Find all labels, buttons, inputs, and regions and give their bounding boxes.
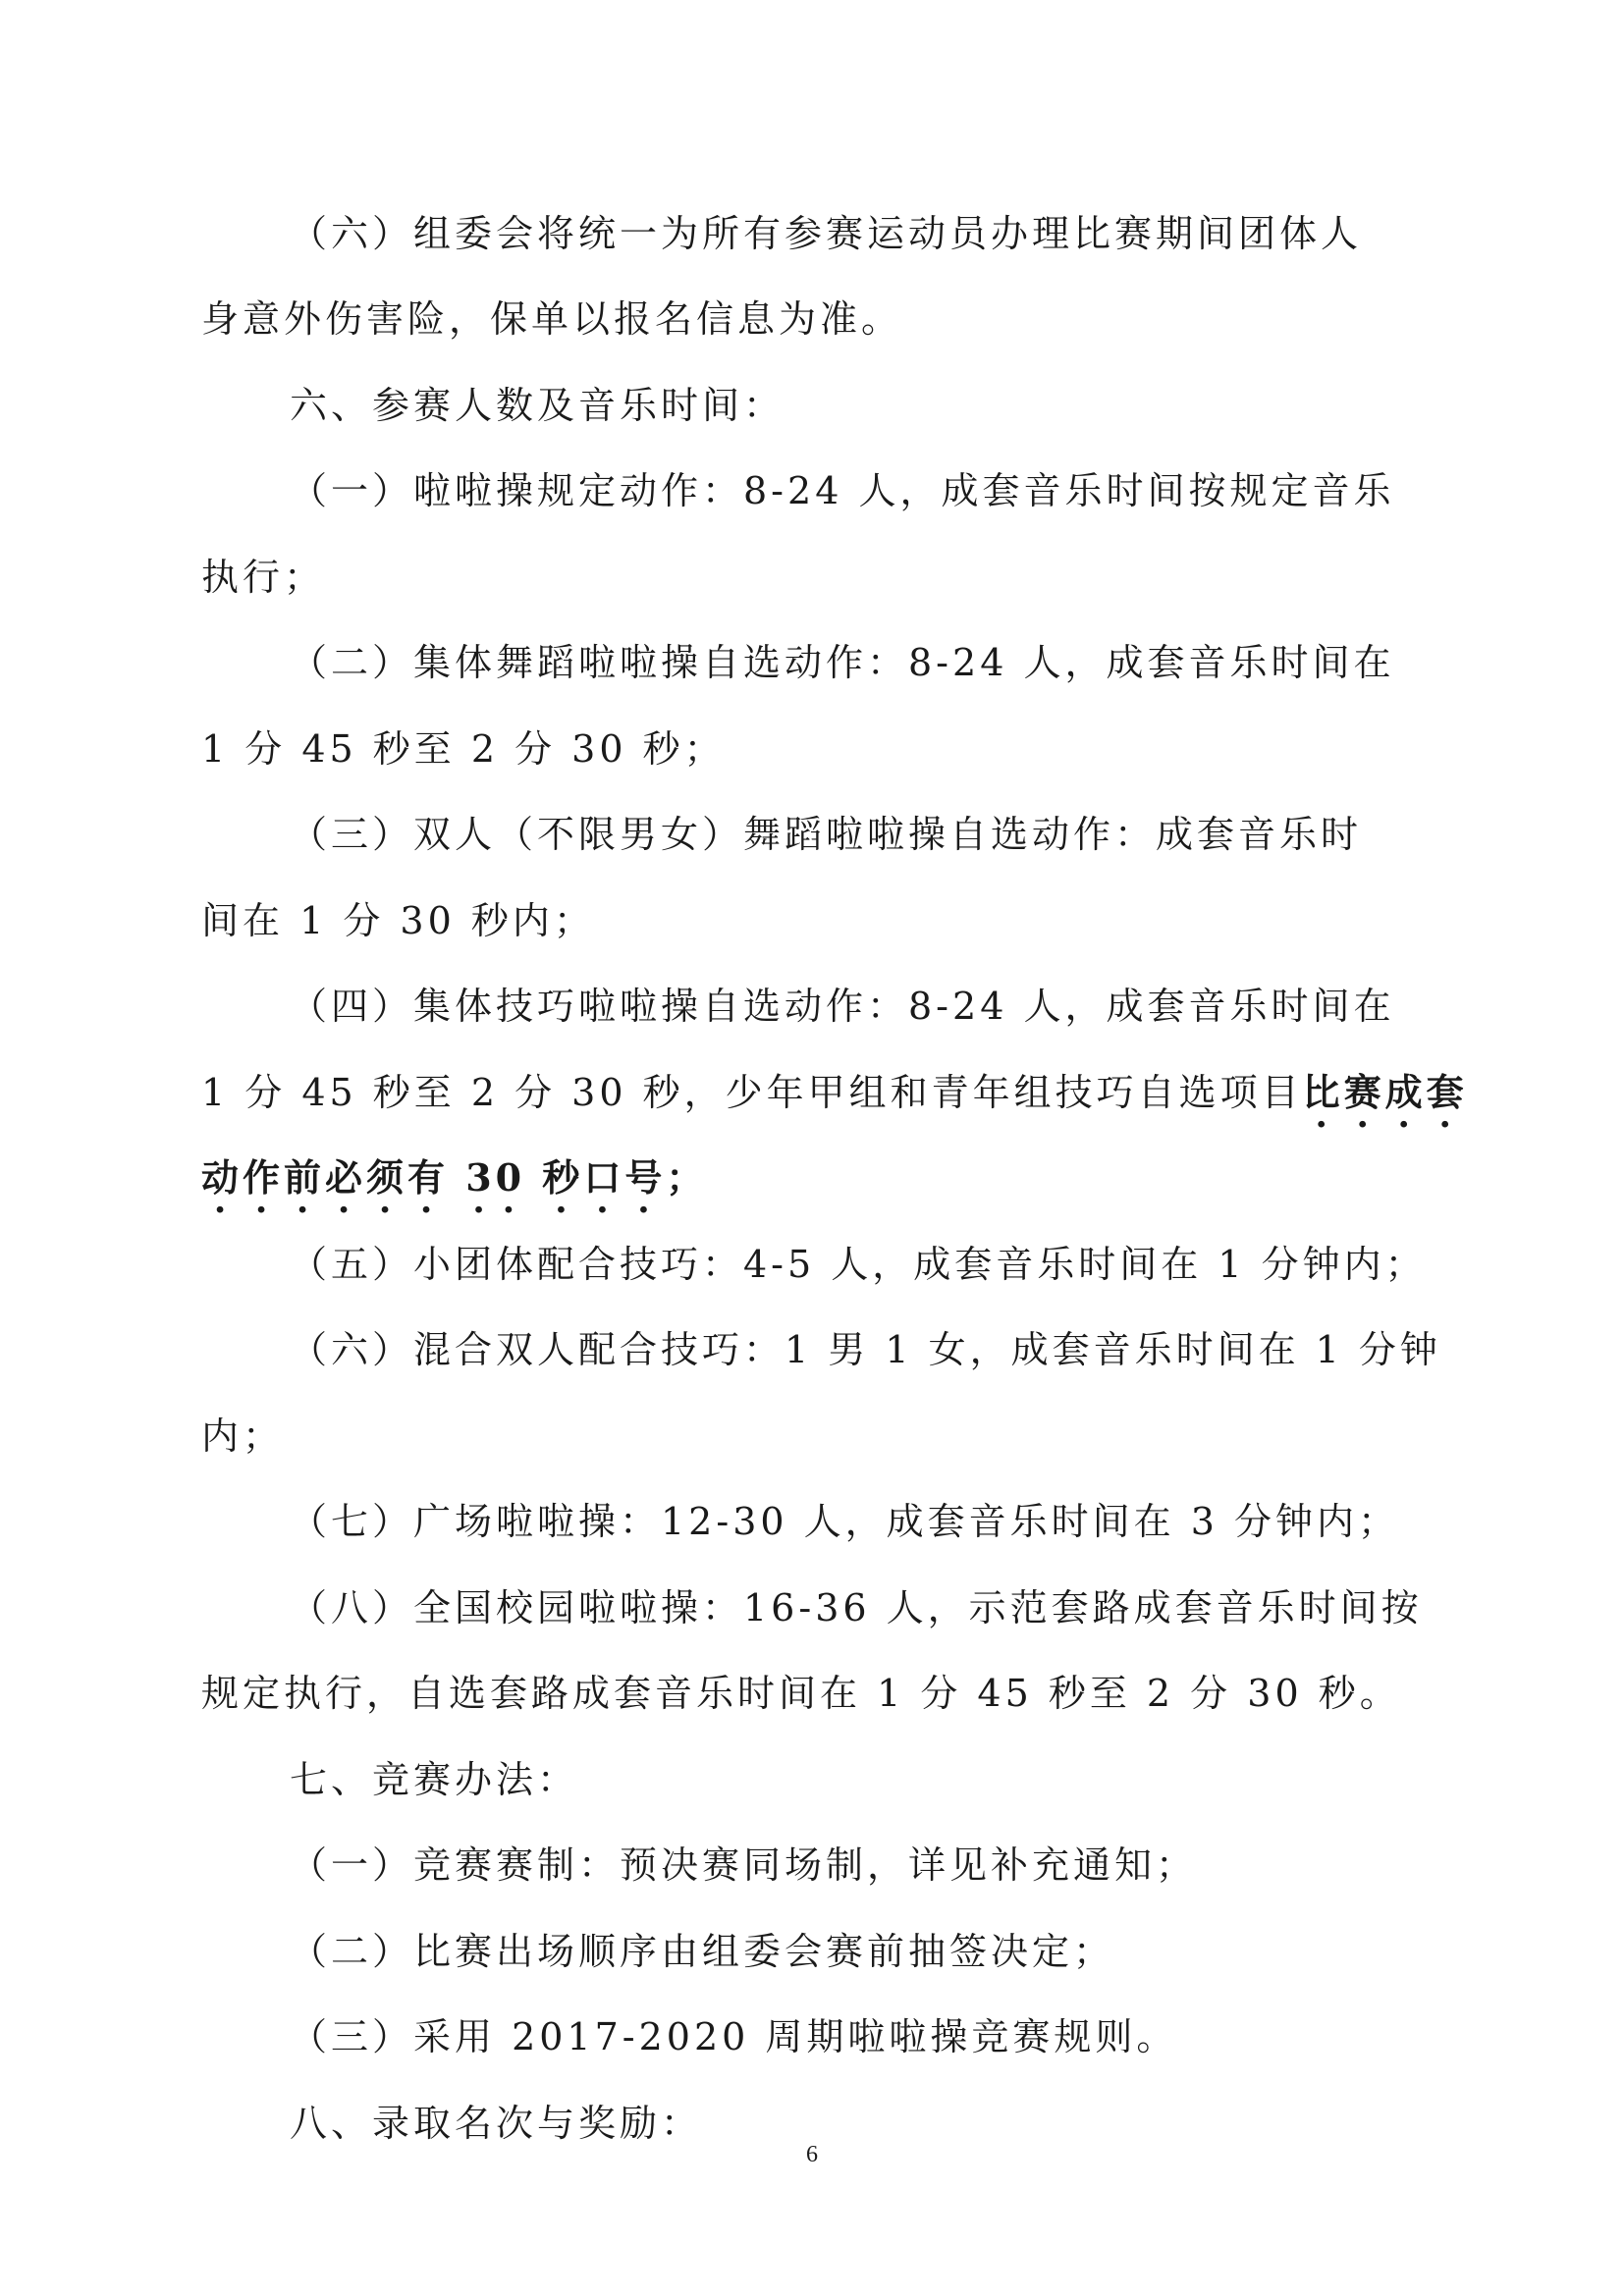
section-heading: 七、竞赛办法： xyxy=(290,1758,579,1801)
paragraph-line: 执行； xyxy=(201,556,326,599)
paragraph-line: （二）比赛出场顺序由组委会赛前抽签决定； xyxy=(290,1930,1115,1973)
paragraph-line: 1 分 45 秒至 2 分 30 秒； xyxy=(201,727,726,771)
section-heading: 八、录取名次与奖励： xyxy=(290,2102,703,2145)
paragraph-line: 规定执行，自选套路成套音乐时间在 1 分 45 秒至 2 分 30 秒。 xyxy=(201,1672,1401,1715)
paragraph-line: （三）采用 2017-2020 周期啦啦操竞赛规则。 xyxy=(290,2015,1178,2058)
paragraph-line: （六）混合双人配合技巧：1 男 1 女，成套音乐时间在 1 分钟 xyxy=(290,1328,1441,1371)
paragraph-line: 内； xyxy=(201,1415,285,1458)
paragraph-line: （八）全国校园啦啦操：16-36 人，示范套路成套音乐时间按 xyxy=(290,1586,1423,1629)
emphasized-text: 动作前必须有 30 秒口号； xyxy=(201,1155,708,1200)
paragraph-line: （二）集体舞蹈啦啦操自选动作：8-24 人，成套音乐时间在 xyxy=(290,641,1395,684)
paragraph-text: 1 分 45 秒至 2 分 30 秒，少年甲组和青年组技巧自选项目 xyxy=(201,1071,1303,1114)
paragraph-line: （五）小团体配合技巧：4-5 人，成套音乐时间在 1 分钟内； xyxy=(290,1243,1427,1286)
paragraph-line: （一）竞赛赛制：预决赛同场制，详见补充通知； xyxy=(290,1843,1198,1887)
paragraph-line: （一）啦啦操规定动作：8-24 人，成套音乐时间按规定音乐 xyxy=(290,469,1395,512)
emphasized-text: 比赛成套 xyxy=(1302,1070,1468,1114)
paragraph-line: 身意外伤害险，保单以报名信息为准。 xyxy=(201,297,903,341)
page-number: 6 xyxy=(806,2142,818,2167)
paragraph-line xyxy=(201,1063,1468,1136)
emphasized-line xyxy=(201,1148,1438,1221)
paragraph-line: （六）组委会将统一为所有参赛运动员办理比赛期间团体人 xyxy=(290,212,1363,255)
paragraph-line: （四）集体技巧啦啦操自选动作：8-24 人，成套音乐时间在 xyxy=(290,985,1395,1028)
paragraph-line: 间在 1 分 30 秒内； xyxy=(201,899,595,942)
section-heading: 六、参赛人数及音乐时间： xyxy=(290,384,785,427)
paragraph-line: （三）双人（不限男女）舞蹈啦啦操自选动作：成套音乐时 xyxy=(290,813,1363,856)
paragraph-line: （七）广场啦啦操：12-30 人，成套音乐时间在 3 分钟内； xyxy=(290,1500,1399,1543)
